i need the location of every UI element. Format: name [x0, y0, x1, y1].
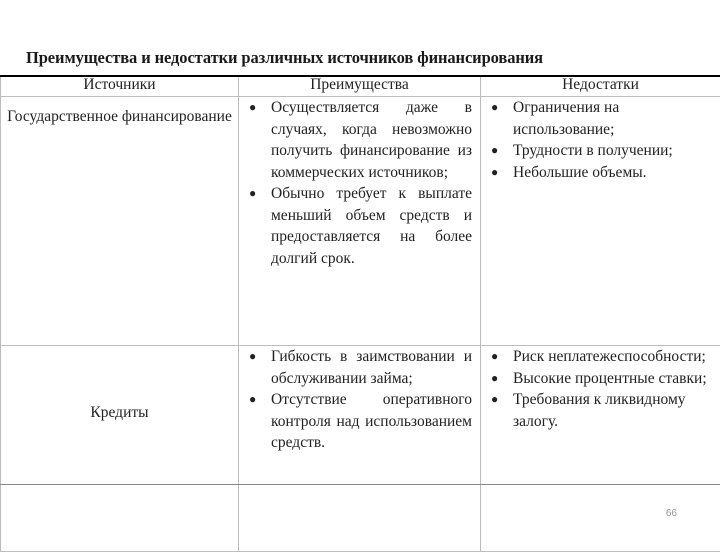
advantage-text: Гибкость в заимствовании и обслуживании займа; [271, 348, 472, 387]
disadvantage-text: Трудности в получении; [513, 142, 673, 159]
table-header-row [1, 76, 720, 97]
disadvantages-cell [481, 346, 720, 552]
list-item [491, 346, 720, 368]
slide-title: Преимущества и недостатки различных источников финансирования [26, 48, 543, 68]
disadvantage-text: Небольшие объемы. [513, 164, 647, 181]
source-cell-credits: Кредиты [1, 346, 239, 552]
bullet-icon: ● [491, 140, 498, 162]
source-cell-government: Государственное финансирование [1, 97, 239, 346]
list-item [491, 389, 720, 432]
bullet-icon: ● [491, 162, 498, 184]
table-row [1, 346, 720, 552]
bullet-icon: ● [249, 346, 256, 368]
bullet-icon: ● [249, 389, 256, 411]
disadvantage-text: Риск неплатежеспособности; [513, 348, 706, 365]
disadvantages-list [481, 346, 720, 432]
list-item [491, 368, 720, 390]
advantage-text: Отсутствие оперативного контроля над использованием средств. [271, 391, 472, 451]
disadvantage-text: Требования к ликвидному залогу. [513, 391, 686, 430]
disadvantages-cell [481, 97, 720, 346]
bullet-icon: ● [249, 183, 256, 205]
list-item [249, 183, 480, 269]
disadvantage-text: Ограничения на использование; [513, 99, 619, 138]
disadvantage-text: Высокие процентные ставки; [513, 370, 707, 387]
bullet-icon: ● [491, 368, 498, 390]
financing-sources-table [0, 75, 720, 552]
bullet-icon: ● [491, 389, 498, 411]
advantages-list [239, 346, 480, 454]
advantage-text: Обычно требует к выплате меньший объем средств и предоставляется на более долгий срок. [271, 185, 472, 267]
advantages-cell [239, 97, 481, 346]
page-number: 66 [666, 508, 677, 519]
bullet-icon: ● [491, 97, 498, 119]
list-item [491, 97, 720, 140]
bullet-icon: ● [491, 346, 498, 368]
list-item [249, 97, 480, 183]
bullet-icon: ● [249, 97, 256, 119]
advantages-cell [239, 346, 481, 552]
list-item [491, 140, 720, 162]
header-advantages: Преимущества [239, 76, 481, 97]
header-sources: Источники [1, 76, 239, 97]
advantage-text: Осуществляется даже в случаях, когда невозможно получить финансирование из коммерческих источников; [271, 99, 472, 181]
advantages-list [239, 97, 480, 269]
header-disadvantages: Недостатки [481, 76, 720, 97]
disadvantages-list [481, 97, 720, 183]
list-item [249, 389, 480, 454]
list-item [249, 346, 480, 389]
list-item [491, 162, 720, 184]
table-row [1, 97, 720, 346]
